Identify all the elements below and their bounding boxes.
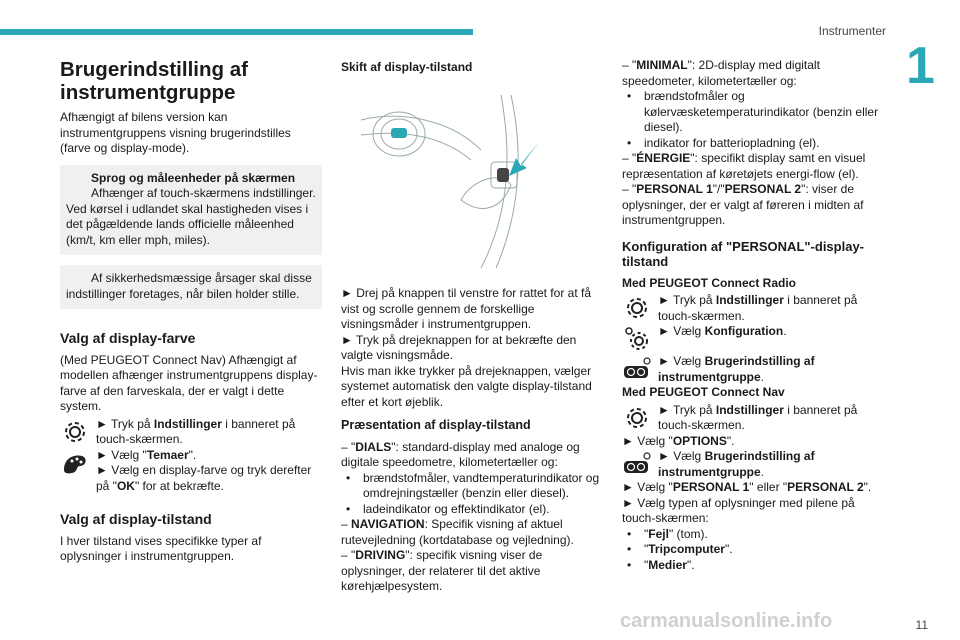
radio-step-settings: ► Tryk på Indstillinger i banneret på touch-skærmen. <box>622 293 887 324</box>
display-mode-heading: Valg af display-tilstand <box>60 511 212 527</box>
column-1 <box>60 58 322 565</box>
config-heading: Konfiguration af "PERSONAL"-display-tilstand <box>622 238 864 269</box>
palette-icon <box>60 448 90 478</box>
instruction-auto: Hvis man ikke trykker på drejeknappen, vælger systemet automatisk den valgte display-tilstand efter et kort øjeblik. <box>341 363 592 409</box>
option-tripcomputer: • "Tripcomputer". <box>622 542 887 558</box>
nav-step-options: ► Vælg "OPTIONS". <box>622 433 735 448</box>
section-title: Instrumenter <box>818 24 886 38</box>
header-accent-bar <box>0 29 473 35</box>
step-settings-text: ► Tryk på Indstillinger i banneret på touch-skærmen. <box>96 416 296 446</box>
switch-mode-heading: Skift af display-tilstand <box>341 60 473 74</box>
page-title: Brugerindstilling af instrumentgruppe <box>60 58 248 104</box>
option-fejl: • "Fejl" (tom). <box>622 527 887 543</box>
watermark: carmanualsonline.info <box>620 610 833 632</box>
radio-step-cluster: ► Vælg Brugerindstilling af instrumentgruppe. <box>622 354 887 385</box>
mode-energie: – "ÉNERGIE": specifikt display samt en visuel repræsentation af køretøjets energi-flow (el). <box>622 151 866 181</box>
instrument-cluster-icon <box>622 449 652 479</box>
presentation-heading: Præsentation af display-tilstand <box>341 418 531 432</box>
mode-dials: – "DIALS": standard-display med analoge og digitale speedometre, kilometertæller og: <box>341 439 580 469</box>
dials-bullet-2: • ladeindikator og effektindikator (el). <box>341 502 606 518</box>
step-themes-text: ► Vælg "Temaer". ► Vælg en display-farve og tryk derefter på "OK" for at bekræfte. <box>96 447 312 493</box>
info-box <box>60 165 322 256</box>
nav-step-settings: ► Tryk på Indstillinger i banneret på touch-skærmen. <box>622 403 887 434</box>
step-settings <box>60 417 322 448</box>
nav-step-personal: ► Vælg "PERSONAL 1" eller "PERSONAL 2". <box>622 480 872 494</box>
warning-text: Af sikkerhedsmæssige årsager skal disse indstillinger foretages, når bilen holder stille. <box>66 271 312 301</box>
info-icon <box>72 174 78 193</box>
nav-step-cluster: ► Vælg Brugerindstilling af instrumentgruppe. <box>622 449 887 480</box>
step-themes <box>60 448 322 495</box>
nav-subheading: Med PEUGEOT Connect Nav <box>622 385 785 399</box>
radio-subheading: Med PEUGEOT Connect Radio <box>622 275 797 290</box>
chapter-number: 1 <box>906 37 935 95</box>
info-box-line1: Afhænger af touch-skærmens indstillinger. <box>91 186 316 200</box>
radio-step-config: ► Vælg Konfiguration. <box>622 324 887 354</box>
instruction-press: ► Tryk på drejeknappen for at bekræfte den valgte visningsmåde. <box>341 332 577 362</box>
gear-icon <box>622 293 652 323</box>
mode-navigation: – NAVIGATION: Specifik visning af aktuel rutevejledning (kortdatabase og vejledning). <box>341 517 574 547</box>
minimal-bullet-1: • brændstofmåler og kølervæsketemperaturindikator (benzin eller diesel). <box>622 89 887 136</box>
option-medier: • "Medier". <box>622 558 887 574</box>
column-2 <box>341 58 606 595</box>
gear-icon <box>622 403 652 433</box>
nav-step-type: ► Vælg typen af oplysninger med pilene på touch-skærmen: <box>622 495 855 525</box>
steering-wheel-illustration <box>361 90 561 270</box>
instrument-cluster-icon <box>622 354 652 384</box>
dials-bullet-1: • brændstofmåler, vandtemperaturindikator og omdrejningstæller (benzin eller diesel). <box>341 471 606 502</box>
mode-minimal: – "MINIMAL": 2D-display med digitalt speedometer, kilometertæller og: <box>622 58 820 88</box>
display-color-heading: Valg af display-farve <box>60 330 196 346</box>
warning-icon <box>72 274 78 294</box>
intro-text: Afhængigt af bilens version kan instrumentgruppens visning brugerindstilles (farve og display-mode). <box>60 110 291 155</box>
mode-driving: – "DRIVING": specifik visning viser de oplysninger, der relaterer til det aktive kørehjælpesystem. <box>341 548 543 593</box>
display-mode-text: I hver tilstand vises specifikke typer af oplysninger i instrumentgruppen. <box>60 533 262 563</box>
warning-box <box>60 265 322 309</box>
instruction-turn: ► Drej på knappen til venstre for rattet for at få vist og scrolle gennem de forskellige visningsmåder i instrumentgruppen. <box>341 286 591 331</box>
page-number: 11 <box>915 618 928 632</box>
column-3 <box>622 58 887 573</box>
gears-icon <box>622 324 652 354</box>
display-color-text: (Med PEUGEOT Connect Nav) Afhængigt af modellen afhænger instrumentgruppens display-farve af den farveskala, der er valgt i dette system. <box>60 352 318 413</box>
info-box-title: Sprog og måleenheder på skærmen <box>91 170 296 185</box>
gear-icon <box>60 417 90 447</box>
mode-personal: – "PERSONAL 1"/"PERSONAL 2": viser de oplysninger, der er valgt af føreren i midten af instrumentgruppen. <box>622 182 864 227</box>
minimal-bullet-2: • indikator for batteriopladning (el). <box>622 136 887 152</box>
info-box-line2: Ved kørsel i udlandet skal hastigheden vises i det pågældende lands officielle måleenhed (km/t, km eller mph, miles). <box>66 201 309 247</box>
